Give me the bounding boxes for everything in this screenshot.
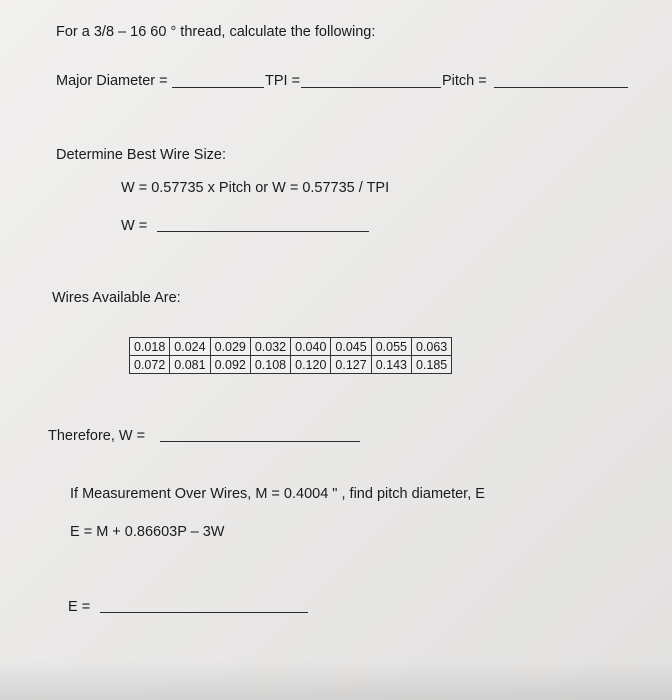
table-cell: 0.081 [170, 356, 210, 374]
pitch-diameter-prompt: If Measurement Over Wires, M = 0.4004 " , find pitch diameter, E [70, 486, 485, 502]
table-cell: 0.063 [411, 338, 451, 356]
major-diameter-blank[interactable] [172, 87, 264, 88]
table-cell: 0.018 [130, 338, 170, 356]
table-row [130, 356, 452, 374]
wire-size-heading: Determine Best Wire Size: [56, 147, 227, 163]
pitch-label: Pitch = [442, 73, 487, 89]
tpi-label: TPI = [265, 73, 301, 89]
table-row [130, 338, 452, 356]
page-bottom-shadow [0, 660, 672, 700]
e-blank[interactable] [100, 612, 308, 613]
table-cell: 0.029 [210, 338, 250, 356]
pitch-blank[interactable] [494, 87, 628, 88]
table-cell: 0.120 [291, 356, 331, 374]
major-diameter-label: Major Diameter = [56, 73, 168, 89]
table-cell: 0.108 [250, 356, 290, 374]
table-cell: 0.092 [210, 356, 250, 374]
table-cell: 0.072 [130, 356, 170, 374]
tpi-blank[interactable] [301, 87, 441, 88]
e-label: E = [68, 599, 91, 615]
w-blank[interactable] [157, 231, 369, 232]
table-cell: 0.143 [371, 356, 411, 374]
table-cell: 0.024 [170, 338, 210, 356]
wires-available-heading: Wires Available Are: [52, 290, 181, 306]
table-cell: 0.040 [291, 338, 331, 356]
table-cell: 0.055 [371, 338, 411, 356]
therefore-w-blank[interactable] [160, 441, 360, 442]
table-cell: 0.127 [331, 356, 371, 374]
problem-prompt: For a 3/8 – 16 60 ° thread, calculate the following: [56, 24, 376, 40]
w-label: W = [121, 218, 148, 234]
wire-sizes-table [129, 337, 452, 374]
table-cell: 0.045 [331, 338, 371, 356]
wire-size-formula: W = 0.57735 x Pitch or W = 0.57735 / TPI [121, 180, 390, 196]
table-cell: 0.032 [250, 338, 290, 356]
pitch-diameter-formula: E = M + 0.86603P – 3W [70, 524, 225, 540]
table-cell: 0.185 [411, 356, 451, 374]
therefore-label: Therefore, W = [48, 428, 146, 444]
